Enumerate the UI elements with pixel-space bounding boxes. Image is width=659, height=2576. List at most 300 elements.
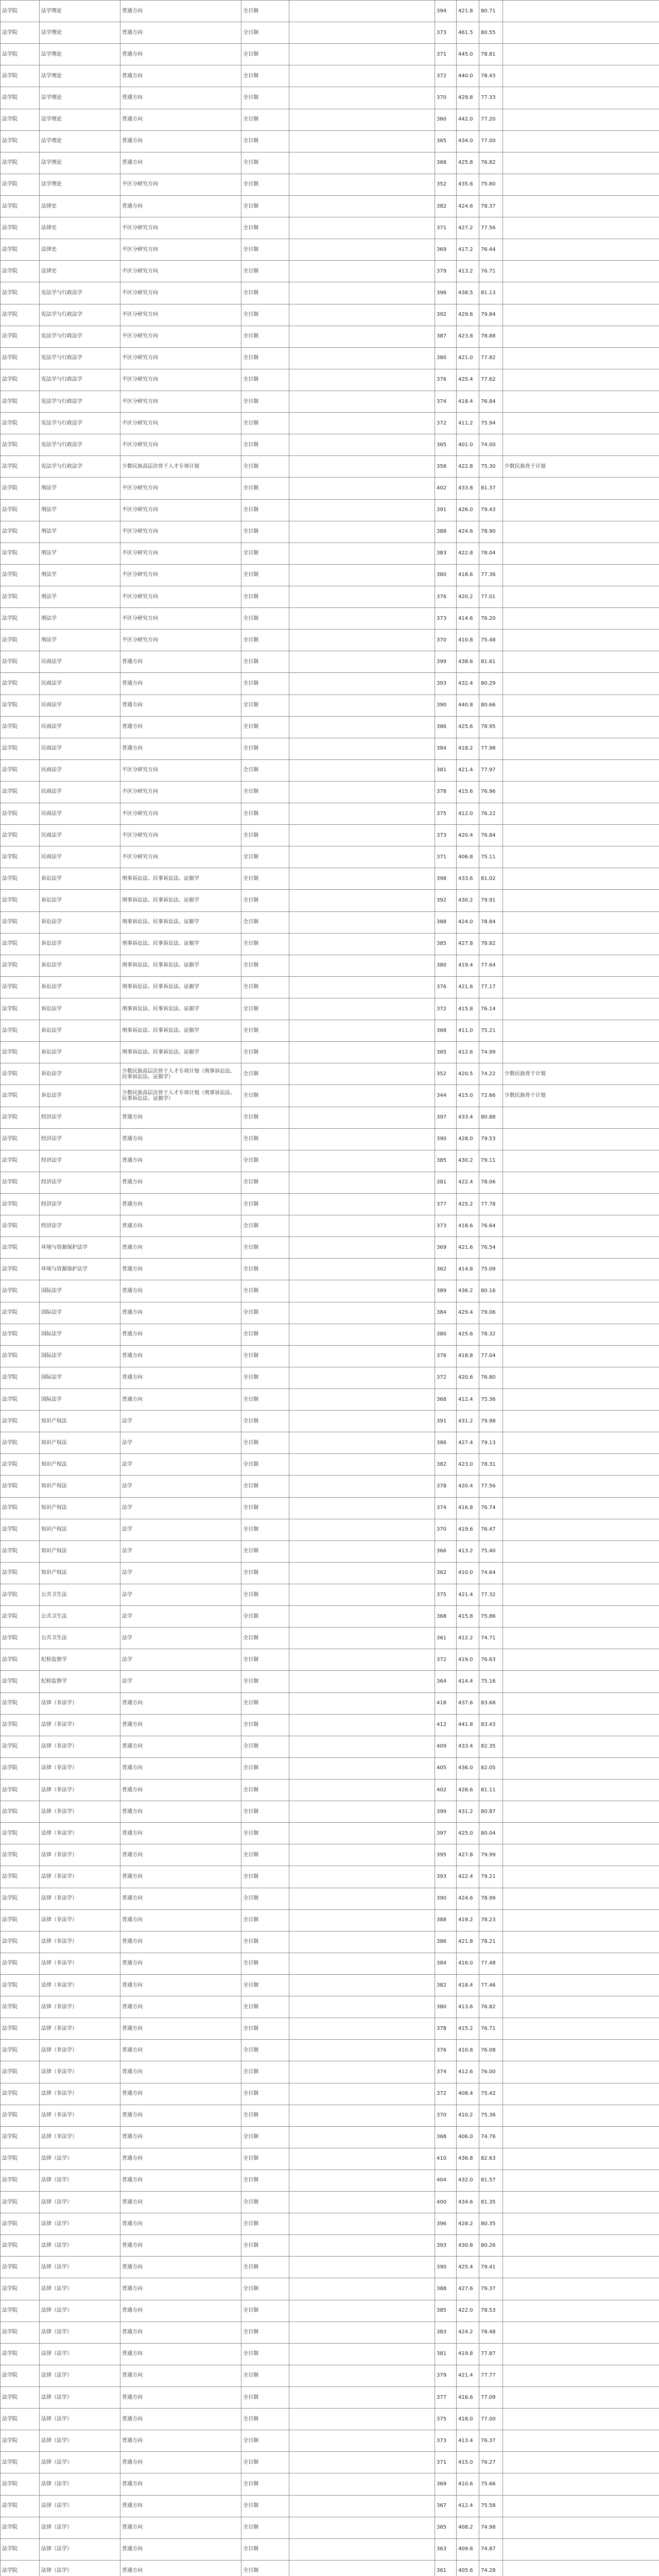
initial-score-cell: 399 (435, 1801, 457, 1823)
initial-score-cell: 390 (435, 694, 457, 716)
college-cell: 法学院 (1, 2278, 40, 2300)
total-score-cell: 77.00 (479, 130, 503, 152)
retest-score-cell: 417.2 (457, 239, 479, 261)
retest-score-cell: 416.6 (457, 2387, 479, 2409)
retest-score-cell: 412.6 (457, 1042, 479, 1063)
gap-cell (289, 1302, 435, 1324)
college-cell: 法学院 (1, 738, 40, 759)
college-cell: 法学院 (1, 2040, 40, 2061)
study-mode-cell: 全日制 (241, 1302, 289, 1324)
retest-score-cell: 406.8 (457, 846, 479, 868)
study-mode-cell: 全日制 (241, 2192, 289, 2213)
table-row (1, 1020, 659, 1042)
remark-cell (503, 1432, 659, 1454)
direction-cell: 不区分研究方向 (120, 521, 241, 543)
gap-cell (289, 1519, 435, 1540)
remark-cell (503, 1280, 659, 1302)
initial-score-cell: 362 (435, 1259, 457, 1280)
total-score-cell: 74.64 (479, 1562, 503, 1584)
direction-cell: 普通方向 (120, 2430, 241, 2452)
direction-cell: 普通方向 (120, 1389, 241, 1411)
remark-cell (503, 2387, 659, 2409)
study-mode-cell: 全日制 (241, 2387, 289, 2409)
study-mode-cell: 全日制 (241, 955, 289, 976)
direction-cell: 普通方向 (120, 2387, 241, 2409)
major-cell: 经济法学 (40, 1128, 120, 1150)
total-score-cell: 78.99 (479, 1888, 503, 1909)
retest-score-cell: 422.4 (457, 1866, 479, 1888)
gap-cell (289, 217, 435, 239)
major-cell: 民商法学 (40, 673, 120, 694)
direction-cell: 普通方向 (120, 1888, 241, 1909)
study-mode-cell: 全日制 (241, 781, 289, 803)
study-mode-cell: 全日制 (241, 759, 289, 781)
direction-cell: 普通方向 (120, 1953, 241, 1974)
study-mode-cell: 全日制 (241, 326, 289, 347)
total-score-cell: 79.98 (479, 1411, 503, 1432)
remark-cell (503, 608, 659, 630)
total-score-cell: 79.53 (479, 1128, 503, 1150)
retest-score-cell: 411.0 (457, 1020, 479, 1042)
table-row (1, 1172, 659, 1193)
direction-cell: 普通方向 (120, 716, 241, 738)
gap-cell (289, 347, 435, 369)
remark-cell (503, 911, 659, 933)
table-row (1, 130, 659, 152)
initial-score-cell: 365 (435, 1042, 457, 1063)
retest-score-cell: 429.6 (457, 304, 479, 326)
total-score-cell: 80.35 (479, 2213, 503, 2235)
direction-cell: 普通方向 (120, 87, 241, 109)
direction-cell: 不区分研究方向 (120, 478, 241, 499)
table-row (1, 825, 659, 846)
remark-cell (503, 174, 659, 195)
table-row (1, 195, 659, 217)
direction-cell: 法学 (120, 1476, 241, 1497)
college-cell: 法学院 (1, 1063, 40, 1085)
initial-score-cell: 378 (435, 781, 457, 803)
college-cell: 法学院 (1, 478, 40, 499)
gap-cell (289, 1736, 435, 1757)
initial-score-cell: 375 (435, 2409, 457, 2430)
remark-cell (503, 2538, 659, 2560)
retest-score-cell: 438.6 (457, 651, 479, 673)
gap-cell (289, 911, 435, 933)
initial-score-cell: 381 (435, 2343, 457, 2365)
total-score-cell: 74.98 (479, 2517, 503, 2538)
study-mode-cell: 全日制 (241, 543, 289, 564)
college-cell: 法学院 (1, 1628, 40, 1649)
retest-score-cell: 425.8 (457, 152, 479, 174)
table-row (1, 1714, 659, 1736)
remark-cell (503, 2343, 659, 2365)
direction-cell: 普通方向 (120, 22, 241, 44)
major-cell: 刑法学 (40, 543, 120, 564)
total-score-cell: 76.20 (479, 608, 503, 630)
retest-score-cell: 416.8 (457, 1497, 479, 1519)
retest-score-cell: 413.2 (457, 1540, 479, 1562)
major-cell: 宪法学与行政法学 (40, 347, 120, 369)
study-mode-cell: 全日制 (241, 1736, 289, 1757)
initial-score-cell: 402 (435, 478, 457, 499)
gap-cell (289, 65, 435, 87)
major-cell: 民商法学 (40, 651, 120, 673)
college-cell: 法学院 (1, 1823, 40, 1844)
direction-cell: 不区分研究方向 (120, 759, 241, 781)
college-cell: 法学院 (1, 2538, 40, 2560)
initial-score-cell: 385 (435, 933, 457, 955)
college-cell: 法学院 (1, 1909, 40, 1931)
gap-cell (289, 2495, 435, 2517)
table-row (1, 2278, 659, 2300)
college-cell: 法学院 (1, 2083, 40, 2105)
remark-cell (503, 282, 659, 304)
college-cell: 法学院 (1, 630, 40, 651)
direction-cell: 法学 (120, 1606, 241, 1628)
retest-score-cell: 415.2 (457, 2018, 479, 2040)
college-cell: 法学院 (1, 1974, 40, 1996)
college-cell: 法学院 (1, 2213, 40, 2235)
retest-score-cell: 425.4 (457, 369, 479, 391)
retest-score-cell: 427.8 (457, 1844, 479, 1866)
gap-cell (289, 1540, 435, 1562)
direction-cell: 普通方向 (120, 1367, 241, 1388)
initial-score-cell: 374 (435, 391, 457, 412)
study-mode-cell: 全日制 (241, 152, 289, 174)
study-mode-cell: 全日制 (241, 1888, 289, 1909)
study-mode-cell: 全日制 (241, 1107, 289, 1128)
college-cell: 法学院 (1, 87, 40, 109)
remark-cell (503, 2560, 659, 2576)
remark-cell (503, 347, 659, 369)
direction-cell: 普通方向 (120, 1194, 241, 1215)
gap-cell (289, 304, 435, 326)
gap-cell (289, 1367, 435, 1388)
table-row (1, 1562, 659, 1584)
direction-cell: 不区分研究方向 (120, 846, 241, 868)
table-row (1, 781, 659, 803)
major-cell: 民商法学 (40, 738, 120, 759)
college-cell: 法学院 (1, 759, 40, 781)
major-cell: 法学理论 (40, 22, 120, 44)
initial-score-cell: 377 (435, 1194, 457, 1215)
college-cell: 法学院 (1, 1324, 40, 1345)
gap-cell (289, 1063, 435, 1085)
college-cell: 法学院 (1, 2495, 40, 2517)
study-mode-cell: 全日制 (241, 1606, 289, 1628)
gap-cell (289, 2040, 435, 2061)
retest-score-cell: 434.6 (457, 2192, 479, 2213)
college-cell: 法学院 (1, 1692, 40, 1714)
initial-score-cell: 363 (435, 2538, 457, 2560)
table-row (1, 759, 659, 781)
retest-score-cell: 418.6 (457, 1215, 479, 1237)
major-cell: 宪法学与行政法学 (40, 434, 120, 456)
table-row (1, 347, 659, 369)
gap-cell (289, 282, 435, 304)
gap-cell (289, 1324, 435, 1345)
major-cell: 法律（法学） (40, 2365, 120, 2386)
retest-score-cell: 415.6 (457, 781, 479, 803)
table-row (1, 478, 659, 499)
study-mode-cell: 全日制 (241, 499, 289, 521)
table-row (1, 304, 659, 326)
table-row (1, 1584, 659, 1605)
total-score-cell: 75.09 (479, 1259, 503, 1280)
table-row (1, 651, 659, 673)
remark-cell (503, 1909, 659, 1931)
major-cell: 民商法学 (40, 846, 120, 868)
remark-cell (503, 1128, 659, 1150)
study-mode-cell: 全日制 (241, 1020, 289, 1042)
study-mode-cell: 全日制 (241, 1128, 289, 1150)
study-mode-cell: 全日制 (241, 1519, 289, 1540)
direction-cell: 刑事诉讼法、民事诉讼法、证据学 (120, 933, 241, 955)
college-cell: 法学院 (1, 1085, 40, 1107)
initial-score-cell: 373 (435, 1215, 457, 1237)
major-cell: 法学理论 (40, 65, 120, 87)
study-mode-cell: 全日制 (241, 651, 289, 673)
table-row (1, 1606, 659, 1628)
total-score-cell: 76.80 (479, 1367, 503, 1388)
remark-cell (503, 1671, 659, 1692)
major-cell: 法学理论 (40, 87, 120, 109)
study-mode-cell: 全日制 (241, 564, 289, 586)
remark-cell (503, 217, 659, 239)
gap-cell (289, 1454, 435, 1476)
major-cell: 民商法学 (40, 759, 120, 781)
direction-cell: 普通方向 (120, 1345, 241, 1367)
direction-cell: 法学 (120, 1628, 241, 1649)
total-score-cell: 79.43 (479, 499, 503, 521)
remark-cell (503, 738, 659, 759)
gap-cell (289, 1953, 435, 1974)
retest-score-cell: 415.8 (457, 1606, 479, 1628)
total-score-cell: 81.35 (479, 2192, 503, 2213)
retest-score-cell: 425.6 (457, 716, 479, 738)
study-mode-cell: 全日制 (241, 2538, 289, 2560)
total-score-cell: 76.00 (479, 2061, 503, 2083)
total-score-cell: 75.36 (479, 2105, 503, 2126)
gap-cell (289, 1020, 435, 1042)
college-cell: 法学院 (1, 933, 40, 955)
major-cell: 法律（非法学） (40, 2018, 120, 2040)
direction-cell: 不区分研究方向 (120, 586, 241, 607)
gap-cell (289, 1215, 435, 1237)
table-row (1, 1844, 659, 1866)
direction-cell: 普通方向 (120, 2148, 241, 2170)
direction-cell: 普通方向 (120, 1974, 241, 1996)
direction-cell: 不区分研究方向 (120, 369, 241, 391)
score-table-body (1, 1, 659, 2576)
college-cell: 法学院 (1, 2018, 40, 2040)
table-row (1, 955, 659, 976)
total-score-cell: 82.35 (479, 1736, 503, 1757)
major-cell: 法律（非法学） (40, 1866, 120, 1888)
college-cell: 法学院 (1, 868, 40, 890)
major-cell: 法律（非法学） (40, 1974, 120, 1996)
remark-cell (503, 304, 659, 326)
major-cell: 国际法学 (40, 1280, 120, 1302)
retest-score-cell: 440.8 (457, 694, 479, 716)
initial-score-cell: 378 (435, 1476, 457, 1497)
college-cell: 法学院 (1, 65, 40, 87)
study-mode-cell: 全日制 (241, 87, 289, 109)
total-score-cell: 81.13 (479, 282, 503, 304)
table-row (1, 174, 659, 195)
initial-score-cell: 344 (435, 1085, 457, 1107)
total-score-cell: 77.09 (479, 2387, 503, 2409)
total-score-cell: 77.17 (479, 976, 503, 998)
gap-cell (289, 586, 435, 607)
initial-score-cell: 372 (435, 65, 457, 87)
major-cell: 法律（法学） (40, 2452, 120, 2473)
initial-score-cell: 381 (435, 759, 457, 781)
total-score-cell: 80.16 (479, 1280, 503, 1302)
remark-cell (503, 586, 659, 607)
major-cell: 公共卫生法 (40, 1606, 120, 1628)
college-cell: 法学院 (1, 2473, 40, 2495)
total-score-cell: 77.32 (479, 1584, 503, 1605)
total-score-cell: 76.47 (479, 1519, 503, 1540)
retest-score-cell: 422.8 (457, 543, 479, 564)
direction-cell: 普通方向 (120, 2278, 241, 2300)
college-cell: 法学院 (1, 2560, 40, 2576)
gap-cell (289, 608, 435, 630)
direction-cell: 普通方向 (120, 1909, 241, 1931)
gap-cell (289, 694, 435, 716)
direction-cell: 普通方向 (120, 673, 241, 694)
college-cell: 法学院 (1, 239, 40, 261)
table-row (1, 2213, 659, 2235)
remark-cell (503, 630, 659, 651)
gap-cell (289, 2148, 435, 2170)
remark-cell (503, 1736, 659, 1757)
total-score-cell: 75.11 (479, 846, 503, 868)
college-cell: 法学院 (1, 1888, 40, 1909)
retest-score-cell: 421.4 (457, 759, 479, 781)
remark-cell (503, 1020, 659, 1042)
college-cell: 法学院 (1, 1345, 40, 1367)
remark-cell (503, 1, 659, 22)
table-row (1, 2105, 659, 2126)
total-score-cell: 80.26 (479, 2235, 503, 2257)
table-row (1, 1540, 659, 1562)
study-mode-cell: 全日制 (241, 716, 289, 738)
major-cell: 知识产权法 (40, 1432, 120, 1454)
direction-cell: 普通方向 (120, 1779, 241, 1801)
college-cell: 法学院 (1, 1, 40, 22)
total-score-cell: 77.78 (479, 1194, 503, 1215)
remark-cell (503, 2495, 659, 2517)
college-cell: 法学院 (1, 1259, 40, 1280)
initial-score-cell: 379 (435, 2365, 457, 2386)
retest-score-cell: 421.4 (457, 2365, 479, 2386)
remark-cell (503, 1519, 659, 1540)
retest-score-cell: 425.4 (457, 2257, 479, 2278)
study-mode-cell: 全日制 (241, 976, 289, 998)
initial-score-cell: 388 (435, 521, 457, 543)
major-cell: 诉讼法学 (40, 933, 120, 955)
direction-cell: 不区分研究方向 (120, 564, 241, 586)
remark-cell (503, 2235, 659, 2257)
table-row (1, 109, 659, 130)
retest-score-cell: 431.2 (457, 1801, 479, 1823)
table-row (1, 1107, 659, 1128)
direction-cell: 普通方向 (120, 2343, 241, 2365)
study-mode-cell: 全日制 (241, 2235, 289, 2257)
initial-score-cell: 383 (435, 2321, 457, 2343)
direction-cell: 普通方向 (120, 1736, 241, 1757)
study-mode-cell: 全日制 (241, 1562, 289, 1584)
study-mode-cell: 全日制 (241, 1411, 289, 1432)
college-cell: 法学院 (1, 152, 40, 174)
retest-score-cell: 433.8 (457, 478, 479, 499)
college-cell: 法学院 (1, 2430, 40, 2452)
total-score-cell: 78.04 (479, 543, 503, 564)
remark-cell (503, 1345, 659, 1367)
initial-score-cell: 366 (435, 1540, 457, 1562)
table-row (1, 976, 659, 998)
major-cell: 法律（非法学） (40, 1931, 120, 1953)
retest-score-cell: 410.8 (457, 630, 479, 651)
major-cell: 知识产权法 (40, 1476, 120, 1497)
study-mode-cell: 全日制 (241, 109, 289, 130)
direction-cell: 普通方向 (120, 2452, 241, 2473)
total-score-cell: 75.42 (479, 2083, 503, 2105)
total-score-cell: 75.21 (479, 1020, 503, 1042)
direction-cell: 普通方向 (120, 2473, 241, 2495)
retest-score-cell: 423.0 (457, 1454, 479, 1476)
gap-cell (289, 261, 435, 282)
table-row (1, 1280, 659, 1302)
retest-score-cell: 413.2 (457, 261, 479, 282)
direction-cell: 普通方向 (120, 195, 241, 217)
initial-score-cell: 384 (435, 738, 457, 759)
table-row (1, 1215, 659, 1237)
college-cell: 法学院 (1, 2192, 40, 2213)
gap-cell (289, 1692, 435, 1714)
major-cell: 刑法学 (40, 608, 120, 630)
remark-cell (503, 1649, 659, 1671)
gap-cell (289, 1237, 435, 1259)
remark-cell (503, 1757, 659, 1779)
table-row (1, 1801, 659, 1823)
total-score-cell: 74.99 (479, 1042, 503, 1063)
initial-score-cell: 388 (435, 2278, 457, 2300)
gap-cell (289, 1042, 435, 1063)
direction-cell: 刑事诉讼法、民事诉讼法、证据学 (120, 890, 241, 911)
major-cell: 诉讼法学 (40, 890, 120, 911)
initial-score-cell: 405 (435, 1757, 457, 1779)
study-mode-cell: 全日制 (241, 998, 289, 1020)
table-row (1, 803, 659, 825)
study-mode-cell: 全日制 (241, 673, 289, 694)
retest-score-cell: 433.4 (457, 1107, 479, 1128)
major-cell: 民商法学 (40, 803, 120, 825)
retest-score-cell: 427.2 (457, 217, 479, 239)
major-cell: 宪法学与行政法学 (40, 282, 120, 304)
direction-cell: 不区分研究方向 (120, 391, 241, 412)
initial-score-cell: 386 (435, 716, 457, 738)
college-cell: 法学院 (1, 2365, 40, 2386)
study-mode-cell: 全日制 (241, 890, 289, 911)
study-mode-cell: 全日制 (241, 2452, 289, 2473)
direction-cell: 法学 (120, 1497, 241, 1519)
study-mode-cell: 全日制 (241, 369, 289, 391)
direction-cell: 普通方向 (120, 2560, 241, 2576)
college-cell: 法学院 (1, 2148, 40, 2170)
